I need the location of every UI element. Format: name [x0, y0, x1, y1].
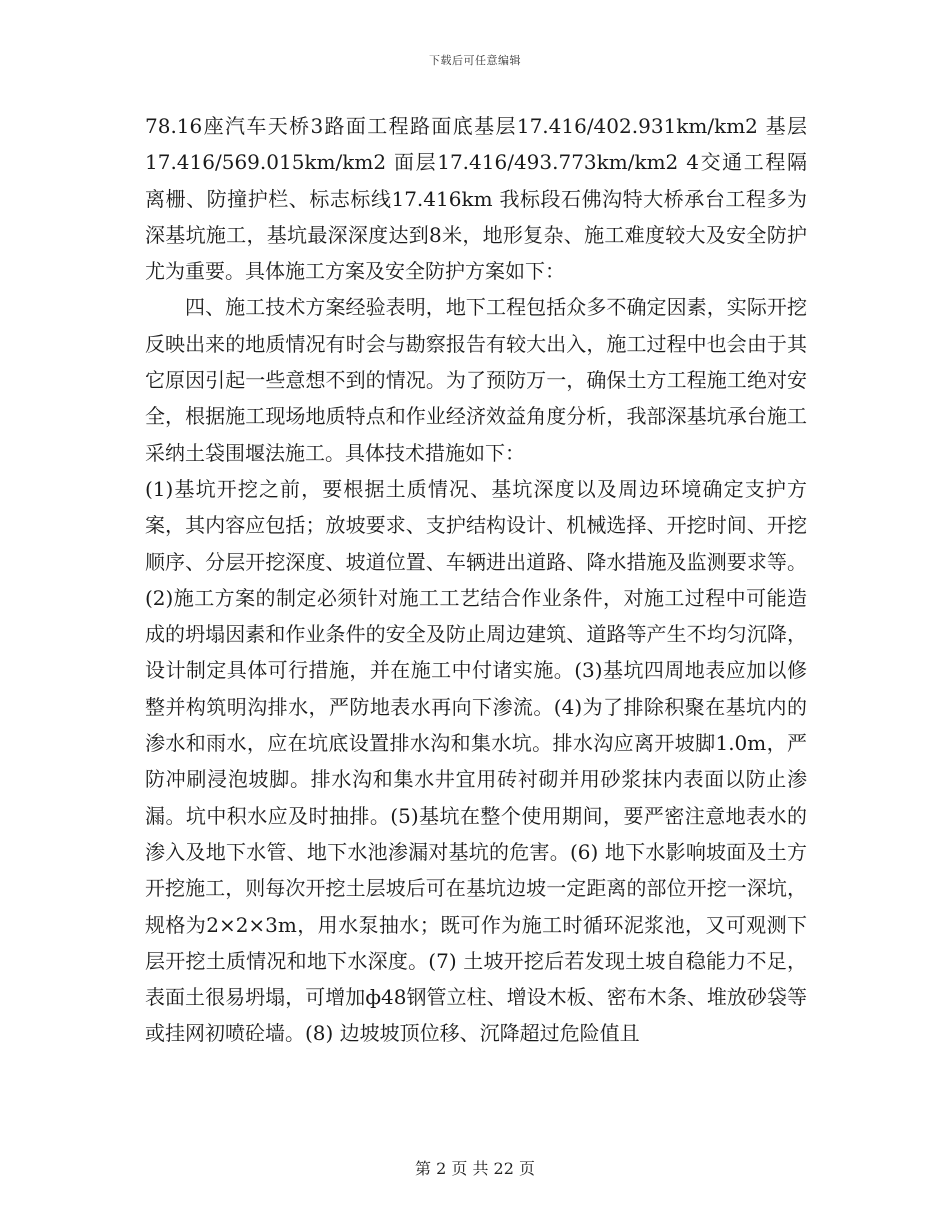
paragraph-1: 78.16座汽车天桥3路面工程路面底基层17.416/402.931km/km2 基层17.416/569.015km/km2 面层17.416/493.773km/km2 4交通工程隔离栅、防撞护栏、标志标线17.416km 我标段石佛沟特大桥承台工程多为深基坑施工，基坑最深深度达到8米，地形复杂、施工难度较大及安全防护尤为重要。具体施工方案及安全防护方案如下：: [145, 114, 807, 284]
paragraph-2: 四、施工技术方案经验表明，地下工程包括众多不确定因素，实际开挖反映出来的地质情况有时会与勘察报告有较大出入，施工过程中也会由于其它原因引起一些意想不到的情况。为了预防万一，确保土方工程施工绝对安全，根据施工现场地质特点和作业经济效益角度分析，我部深基坑承台施工采纳土袋围堰法施工。具体技术措施如下：: [145, 295, 807, 465]
document-body: [145, 108, 807, 1052]
page-footer: 第 2 页 共 22 页: [415, 1159, 535, 1178]
page-header: 下载后可任意编辑: [429, 54, 521, 67]
paragraph-3: (1)基坑开挖之前，要根据土质情况、基坑深度以及周边环境确定支护方案，其内容应包括；放坡要求、支护结构设计、机械选择、开挖时间、开挖顺序、分层开挖深度、坡道位置、车辆进出道路、降水措施及监测要求等。(2)施工方案的制定必须针对施工工艺结合作业条件，对施工过程中可能造成的坍塌因素和作业条件的安全及防止周边建筑、道路等产生不均匀沉降，设计制定具体可行措施，并在施工中付诸实施。(3)基坑四周地表应加以修整并构筑明沟排水，严防地表水再向下渗流。(4)为了排除积聚在基坑内的渗水和雨水，应在坑底设置排水沟和集水坑。排水沟应离开坡脚1.0m，严防冲刷浸泡坡脚。排水沟和集水井宜用砖衬砌并用砂浆抹内表面以防止渗漏。坑中积水应及时抽排。(5)基坑在整个使用期间，要严密注意地表水的渗入及地下水管、地下水池渗漏对基坑的危害。(6) 地下水影响坡面及土方开挖施工，则每次开挖土层坡后可在基坑边坡一定距离的部位开挖一深坑，规格为2×2×3m，用水泵抽水；既可作为施工时循环泥浆池，又可观测下层开挖土质情况和地下水深度。(7) 土坡开挖后若发现土坡自稳能力不足，表面土很易坍塌，可增加ф48钢管立柱、增设木板、密布木条、堆放砂袋等或挂网初喷砼墙。(8) 边坡坡顶位移、沉降超过危险值且: [145, 476, 807, 1046]
